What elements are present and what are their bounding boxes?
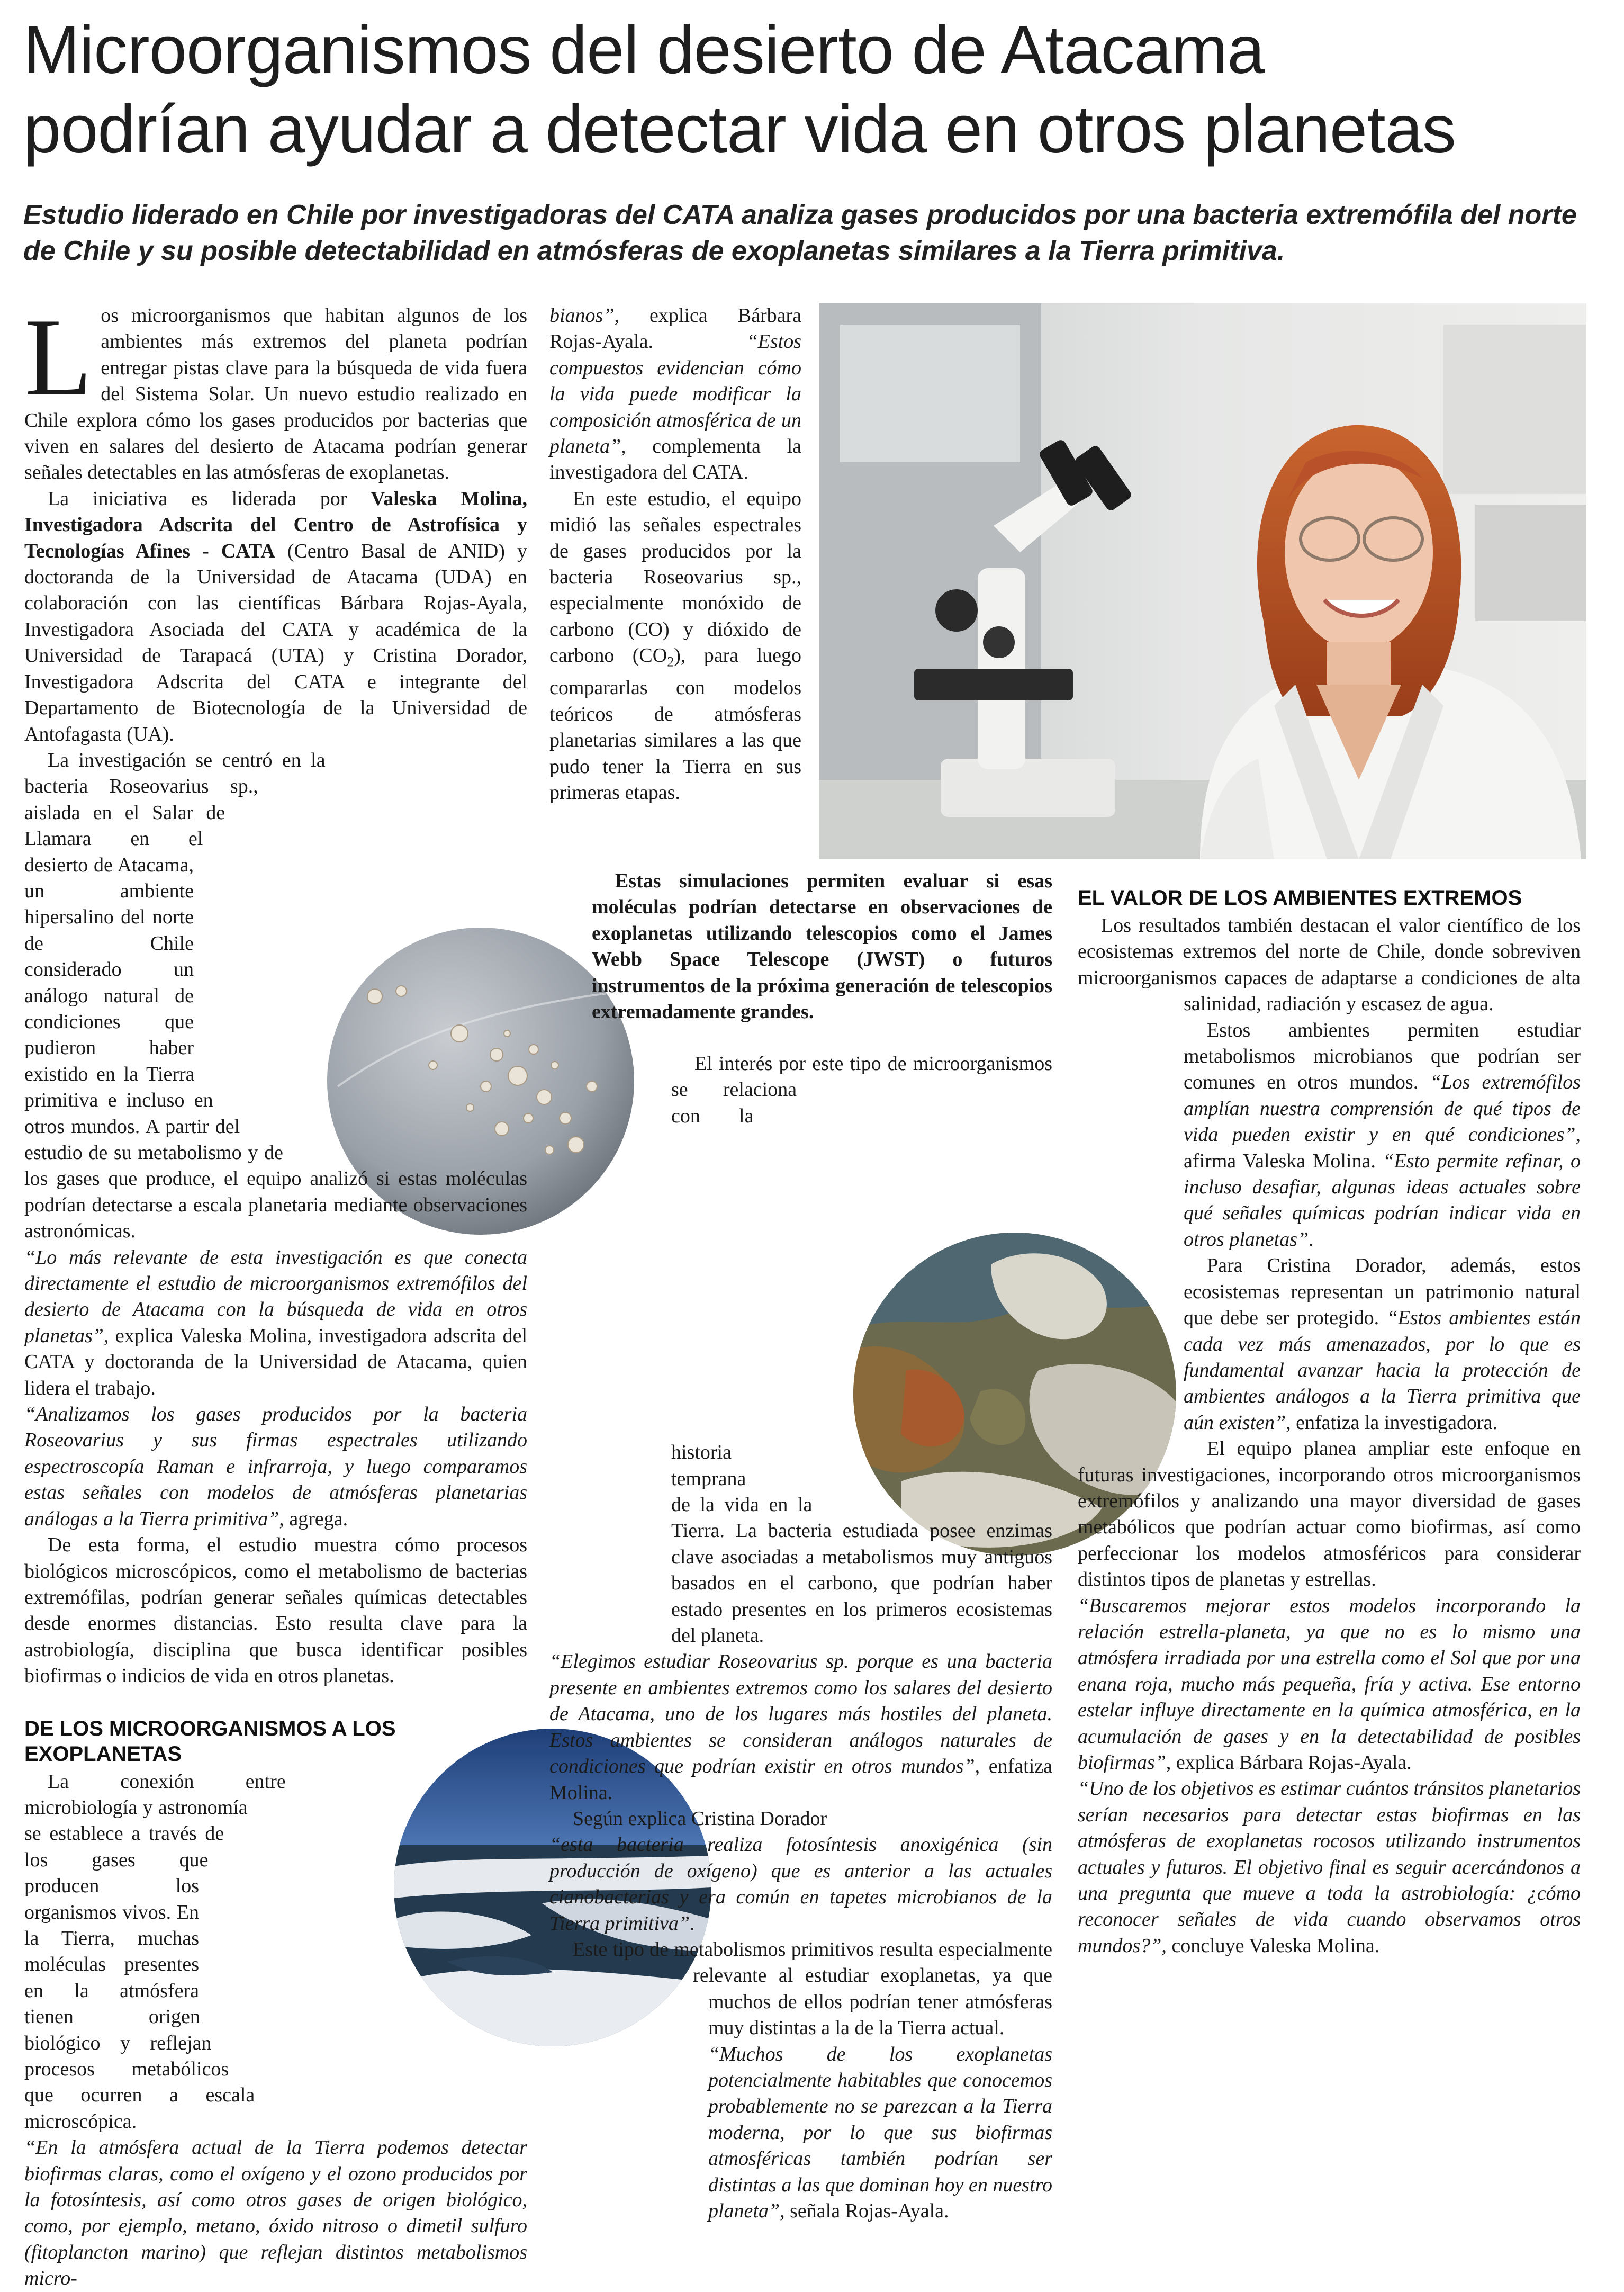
col3-quote-5: “Uno de los objetivos es estimar cuántos tránsitos planetarios serían necesarios para detectar estas biofirmas en las atmósferas de exoplanetas rocosos utilizando instrumentos actuales y futuros. El objetivo final es seguir acercándonos a una pregunta que mueve a toda la astrobiología: ¿cómo reconocer señales de vida cuando observamos otros mundos?”, concluye Valeska Molina. (1078, 1777, 1581, 1957)
column-2-lower (549, 868, 1052, 1025)
col1-paragraph-2: La iniciativa es liderada por Valeska Molina, Investigadora Adscrita del Centro de Astrofísica y Tecnologías Afines - CATA (Centro Basal de ANID) y doctoranda de la Universidad de Atacama (UDA) en colaboración con las científicas Bárbara Rojas-Ayala, Investigadora Asociada del CATA y académica de la Universidad de Tarapacá (UTA) y Cristina Dorador, Investigadora Adscrita del CATA e integrante del Departamento de Biotecnología de la Universidad de Antofagasta (UA). (24, 487, 527, 745)
col2-quote-3: “Elegimos estudiar Roseovarius sp. porque es una bacteria presente en ambientes extremos como los salares del desierto de Atacama, uno de los lugares más hostiles del planeta. Estos ambientes se consideran análogos naturales de condiciones que podrían existir en otros mundos”, enfatiza Molina. (549, 1650, 1053, 1804)
col3-paragraph-2: Estos ambientes permiten estudiar metabolismos microbianos que podrían ser comunes en otros mundos. “Los extremófilos amplían nuestra comprensión de qué tipos de vida pueden existir y en qué condiciones”, afirma Valeska Molina. “Esto permite refinar, o incluso desafiar, algunas ideas actuales sobre qué señales químicas podrían indicar vida en otros planetas”. (1184, 1019, 1581, 1251)
col2-paragraph-2: El interés por este tipo de microorganismos se relaciona con la historia temprana de la vida en la Tierra. La bacteria estudiada posee enzimas clave asociadas a metabolismos muy antiguos basados en el carbono, que podrían haber estado presentes en los primeros ecosistemas del planeta. (671, 1053, 1052, 1647)
col2-paragraph-3: Según explica Cristina Dorador (573, 1807, 827, 1830)
col1-quote-1: “Lo más relevante de esta investigación es que conecta directamente el estudio de microorganismos extremófilos del desierto de Atacama con la búsqueda de vida en otros planetas”, explica Valeska Molina, investigadora adscrita del CATA y doctoranda de la Universidad de Atacama, quien lidera el trabajo. (24, 1246, 527, 1399)
column-2-main (549, 1051, 1052, 2265)
col2-bold-paragraph: Estas simulaciones permiten evaluar si esas moléculas podrían detectarse en observaciones de exoplanetas utilizando telescopios como el James Webb Space Telescope (JWST) o futuros instrumentos de la próxima generación de telescopios extremadamente grandes. (592, 870, 1052, 1023)
col1-quote-2: “Analizamos los gases producidos por la bacteria Roseovarius y sus firmas espectrales utilizando espectroscopía Raman e infrarroja, y luego comparamos estas señales con modelos de atmósferas planetarias análogas a la Tierra primitiva”, agrega. (24, 1403, 527, 1530)
col2-paragraph-4: Este tipo de metabolismos primitivos resulta especialmente relevante al estudiar exoplanetas, ya que muchos de ellos podrían tener atmósferas muy distintas a la de la Tierra actual. (573, 1938, 1052, 2039)
col2-quote-1: bianos”, explica Bárbara Rojas-Ayala. “Estos compuestos evidencian cómo la vida puede modificar la composición atmosférica de un planeta”, complementa la investigadora del CATA. (549, 304, 801, 484)
col3-paragraph-3: Para Cristina Dorador, además, estos ecosistemas representan un patrimonio natural que debe ser protegido. “Estos ambientes están cada vez más amenazados, por lo que es fundamental avanzar hacia la protección de ambientes análogos a la Tierra primitiva que aún existen”, enfatiza la investigadora. (1184, 1254, 1581, 1434)
col1-paragraph-4: De esta forma, el estudio muestra cómo procesos biológicos microscópicos, como el metabolismo de bacterias extremófilas, podrían generar señales químicas detectables desde enormes distancias. Esto resulta clave para la astrobiología, disciplina que busca identificar posibles biofirmas o indicios de vida en otros planetas. (24, 1534, 527, 1687)
column-2 (549, 303, 801, 806)
col3-paragraph-1: Los resultados también destacan el valor científico de los ecosistemas extremos del norte de Chile, donde sobreviven microorganismos capaces de adaptarse a condiciones de alta salinidad, radiación y escasez de agua. (1078, 914, 1581, 1015)
col1-paragraph-5: La conexión entre microbiología y astronomía se establece a través de los gases que producen los organismos vivos. En la Tierra, muchas moléculas presentes en la atmósfera tienen origen biológico y reflejan procesos metabólicos que ocurren a escala microscópica. (24, 1770, 286, 2133)
section-heading-exoplanetas: DE LOS MICROORGANISMOS A LOS EXOPLANETAS (24, 1716, 396, 1766)
column-3 (1078, 885, 1581, 1959)
col2-quote-4: “esta bacteria realiza fotosíntesis anoxigénica (sin producción de oxígeno) que es anterior a las actuales cianobacterias y era común en tapetes microbianos de la Tierra primitiva”. (549, 1833, 1052, 1935)
column-1 (24, 296, 527, 2292)
article-subtitle: Estudio liderado en Chile por investigadoras del CATA analiza gases producidos por una bacteria extremófila del norte de Chile y su posible detectabilidad en atmósferas de exoplanetas similares a la Tierra primitiva. (23, 200, 1577, 266)
researcher-photo (819, 303, 1586, 859)
col1-quote-3: “En la atmósfera actual de la Tierra podemos detectar biofirmas claras, como el oxígeno y el ozono producidos por la fotosíntesis, así como otros gases de origen biológico, como, por ejemplo, metano, óxido nitroso o dimetil sulfuro (fitoplancton marino) que reflejan distintos metabolismos micro- (24, 2136, 527, 2290)
title-line-2: podrían ayudar a detectar vida en otros planetas (23, 92, 1456, 167)
col2-quote-5: “Muchos de los exoplanetas potencialmente habitables que conocemos probablemente no se parezcan a la Tierra moderna, por lo que sus biofirmas atmosféricas también podrían ser distintas a las que dominan hoy en nuestro planeta”, señala Rojas-Ayala. (708, 2043, 1052, 2222)
section-heading-ambientes: EL VALOR DE LOS AMBIENTES EXTREMOS (1078, 886, 1522, 910)
col3-quote-4: “Buscaremos mejorar estos modelos incorporando la relación estrella-planeta, ya que no es lo mismo una atmósfera irradiada por una estrella como el Sol que por una enana roja, mucho más pequeña, fría y activa. Ese entorno estelar influye directamente en la química atmosférica, en la acumulación de gases y en la detectabilidad de posibles biofirmas”, explica Bárbara Rojas-Ayala. (1078, 1594, 1581, 1774)
col3-paragraph-4: El equipo planea ampliar este enfoque en futuras investigaciones, incorporando otros microorganismos extremófilos y analizando una mayor diversidad de gases metabólicos que podrían actuar como biofirmas, así como perfeccionar los modelos atmosféricos para considerar distintos tipos de planetas y estrellas. (1078, 1437, 1581, 1591)
col2-paragraph-1: En este estudio, el equipo midió las señales espectrales de gases producidos por la bacteria Roseovarius sp., especialmente monóxido de carbono (CO) y dióxido de carbono $(CO_2)$, para luego compararlas con modelos teóricos de atmósferas planetarias similares a las que pudo tener la Tierra en sus primeras etapas. (549, 487, 801, 804)
title-line-1: Microorganismos del desierto de Atacama (23, 12, 1265, 88)
drop-cap: L (24, 296, 93, 419)
article-title (23, 11, 1601, 169)
col1-paragraph-1: os microorganismos que habitan algunos de los ambientes más extremos del planeta podrían entregar pistas clave para la búsqueda de vida fuera del Sistema Solar. Un nuevo estudio realizado en Chile explora cómo los gases producidos por bacterias que viven en salares del desierto de Atacama podrían generar señales detectables en las atmósferas de exoplanetas. (24, 304, 527, 484)
col1-paragraph-3: La investigación se centró en la bacteria Roseovarius sp., aislada en el Salar de Llamara en el desierto de Atacama, un ambiente hipersalino del norte de Chile considerado un análogo natural de condiciones que pudieron haber existido en la Tierra primitiva e incluso en otros mundos. A partir del estudio de su metabolismo y de los gases que produce, el equipo analizó si estas moléculas podrían detectarse a escala planetaria mediante observaciones astronómicas. (24, 749, 527, 1243)
